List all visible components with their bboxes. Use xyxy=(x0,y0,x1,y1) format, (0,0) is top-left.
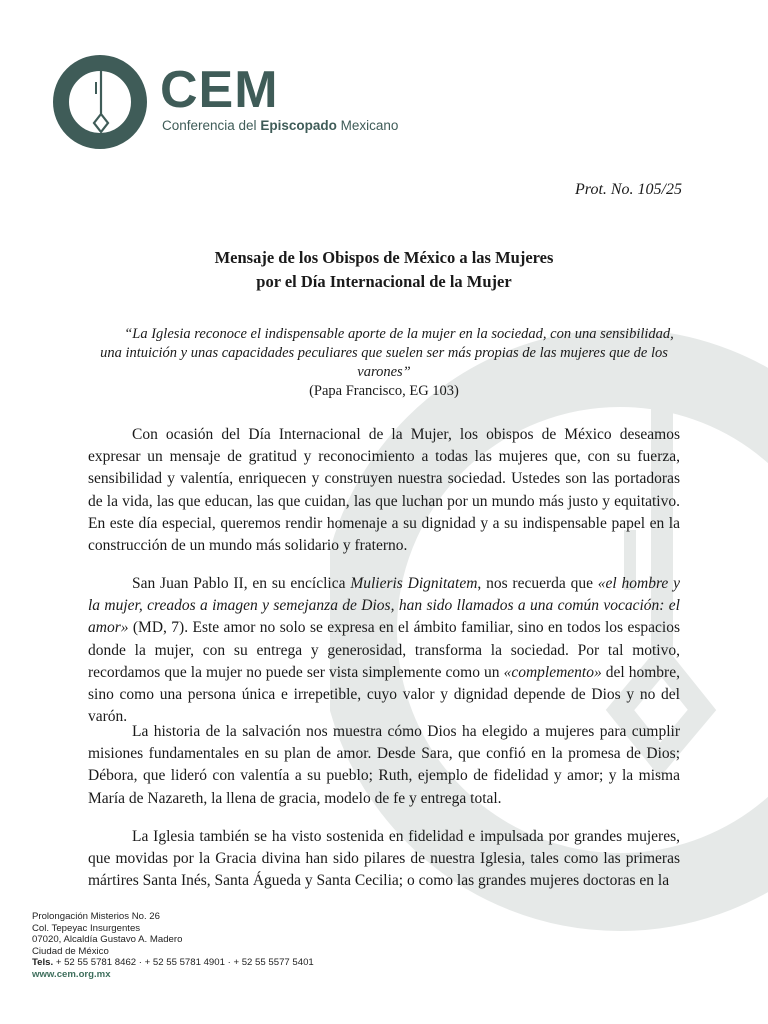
protocol-number: Prot. No. 105/25 xyxy=(575,181,682,198)
document-title-line-2: por el Día Internacional de la Mujer xyxy=(256,272,512,291)
cem-logo-icon xyxy=(52,54,148,150)
footer-address-line: Col. Tepeyac Insurgentes xyxy=(32,922,141,934)
paragraph-3: La historia de la salvación nos muestra cómo Dios ha elegido a mujeres para cumplir misiones fundamentales en su plan de amor. Desde Sara, que confió en la promesa de Dios; Débora, que lideró con valentía a su pueblo; Ruth, ejemplo de fidelidad y amor; y la misma María de Nazareth, la llena de gracia, modelo de fe y entrega total. xyxy=(88,723,680,807)
footer-website-link[interactable]: www.cem.org.mx xyxy=(32,968,111,980)
footer-address xyxy=(32,911,314,981)
paragraph-1: Con ocasión del Día Internacional de la Mujer, los obispos de México deseamos expresar un mensaje de gratitud y reconocimiento a todas las mujeres que, con su fuerza, sensibilidad y valentía, enriquecen y construyen nuestra sociedad. Ustedes son las portadoras de la vida, las que educan, las que cuidan, las que luchan por un mundo más justo y equitativo. En este día especial, queremos rendir homenaje a su dignidad y a su indispensable papel en la construcción de un mundo más solidario y fraterno. xyxy=(88,426,680,555)
footer-address-line: 07020, Alcaldía Gustavo A. Madero xyxy=(32,934,183,946)
document-title-line-1: Mensaje de los Obispos de México a las Mujeres xyxy=(214,248,554,267)
footer-address-line: Prolongación Misterios No. 26 xyxy=(32,911,160,922)
brand-name: CEM xyxy=(160,61,279,119)
paragraph-4: La Iglesia también se ha visto sostenida en fidelidad e impulsada por grandes mujeres, que movidas por la Gracia divina han sido pilares de nuestra Iglesia, tales como las primeras mártires Santa Inés, Santa Águeda y Santa Cecilia; o como las grandes mujeres doctoras en la xyxy=(88,828,680,890)
epigraph-quote xyxy=(88,325,680,401)
brand-subtitle: Conferencia del Episcopado Mexicano xyxy=(162,118,399,133)
quote-text: “La Iglesia reconoce el indispensable aporte de la mujer en la sociedad, con una sensibilidad, una intuición y unas capacidades peculiares que suelen ser más propias de las mujeres que de los varones” xyxy=(100,326,674,380)
footer-address-line: Ciudad de México xyxy=(32,945,109,957)
paragraph-2: San Juan Pablo II, en su encíclica Mulieris Dignitatem, nos recuerda que «el hombre y la mujer, creados a imagen y semejanza de Dios, han sido llamados a una común vocación: el amor» (MD, 7). Este amor no solo se expresa en el ámbito familiar, sino en todos los espacios donde la mujer, con su entrega y generosidad, transforma la sociedad. Por tal motivo, recordamos que la mujer no puede ser vista simplemente como un «complemento» del hombre, sino como una persona única e irrepetible, cuyo valor y dignidad depende de Dios y no del varón. xyxy=(88,575,680,726)
quote-source: (Papa Francisco, EG 103) xyxy=(309,383,459,399)
footer-phones: Tels. + 52 55 5781 8462 · + 52 55 5781 4901 · + 52 55 5577 5401 xyxy=(32,957,314,969)
